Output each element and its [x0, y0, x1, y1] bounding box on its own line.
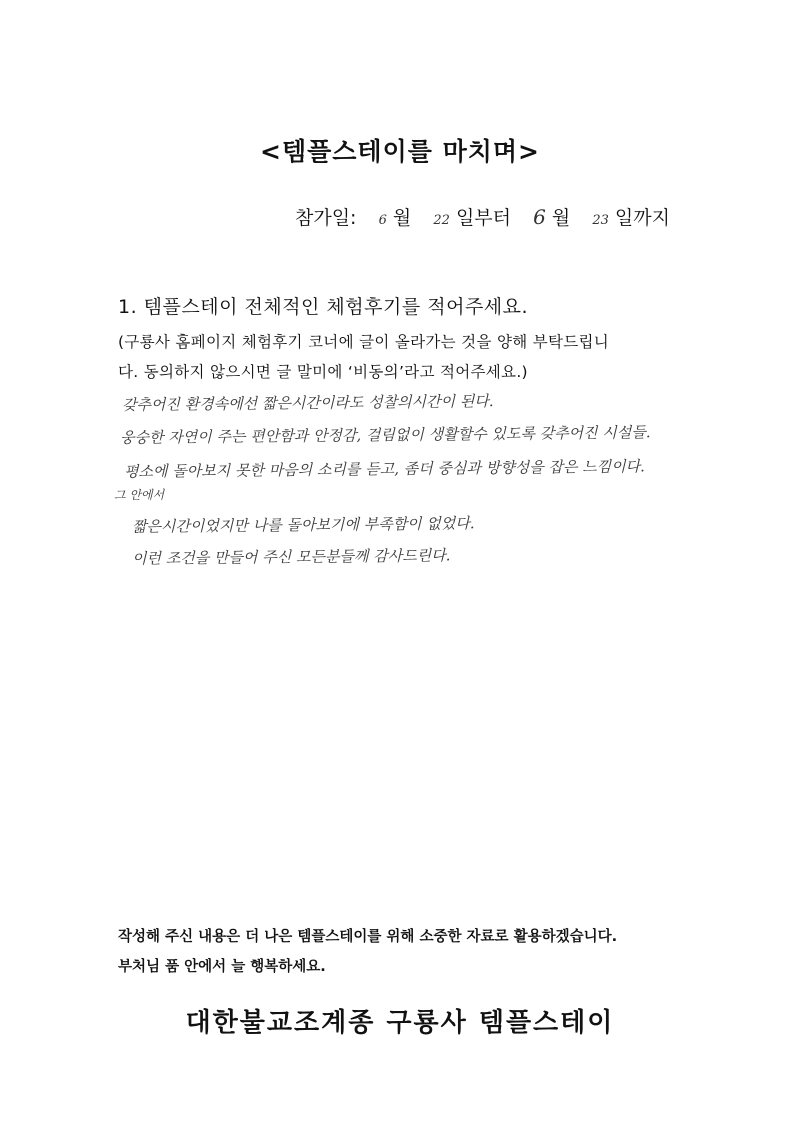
handwritten-answer-line: 그 안에서	[113, 487, 165, 503]
handwritten-answer-line: 짧은시간이었지만 나를 돌아보기에 부족함이 없었다.	[131, 514, 475, 536]
end-day-handwritten: 23	[592, 213, 609, 228]
handwritten-answer-line: 평소에 돌아보지 못한 마음의 소리를 듣고, 좀더 중심과 방향성을 잡은 느낌이다.	[123, 457, 645, 481]
handwritten-answer-line: 갖추어진 환경속에선 짧은시간이라도 성찰의시간이 된다.	[121, 392, 494, 414]
page-title: <템플스테이를 마치며>	[260, 137, 540, 166]
start-day-handwritten: 22	[433, 213, 450, 228]
consent-note-line-2: 다. 동의하지 않으시면 글 말미에 ‘비동의’라고 적어주세요.)	[118, 363, 528, 381]
from-text: 일부터	[455, 207, 511, 229]
participation-label: 참가일:	[295, 207, 357, 229]
end-month-handwritten: 6	[533, 205, 546, 229]
question-1: 1. 템플스테이 전체적인 체험후기를 적어주세요.	[118, 296, 529, 318]
month-unit-start: 월	[392, 207, 412, 229]
handwritten-answer-line: 웅숭한 자연이 주는 편안함과 안정감, 걸림없이 생활할수 있도록 갖추어진 시설들.	[119, 423, 651, 447]
closing-line-2: 부처님 품 안에서 늘 행복하세요.	[118, 959, 326, 975]
participation-dates	[295, 203, 670, 230]
month-unit-end: 월	[551, 207, 571, 229]
consent-note-line-1: (구룡사 홈페이지 체험후기 코너에 글이 올라가는 것을 양해 부탁드립니	[118, 333, 610, 351]
until-text: 일까지	[614, 207, 670, 229]
organization-name: 대한불교조계종 구룡사 템플스테이	[185, 1008, 615, 1038]
start-month-handwritten: 6	[378, 213, 387, 228]
handwritten-answer-line: 이런 조건을 만들어 주신 모든분들께 감사드린다.	[131, 546, 451, 568]
closing-line-1: 작성해 주신 내용은 더 나은 템플스테이를 위해 소중한 자료로 활용하겠습니다.	[118, 929, 618, 945]
